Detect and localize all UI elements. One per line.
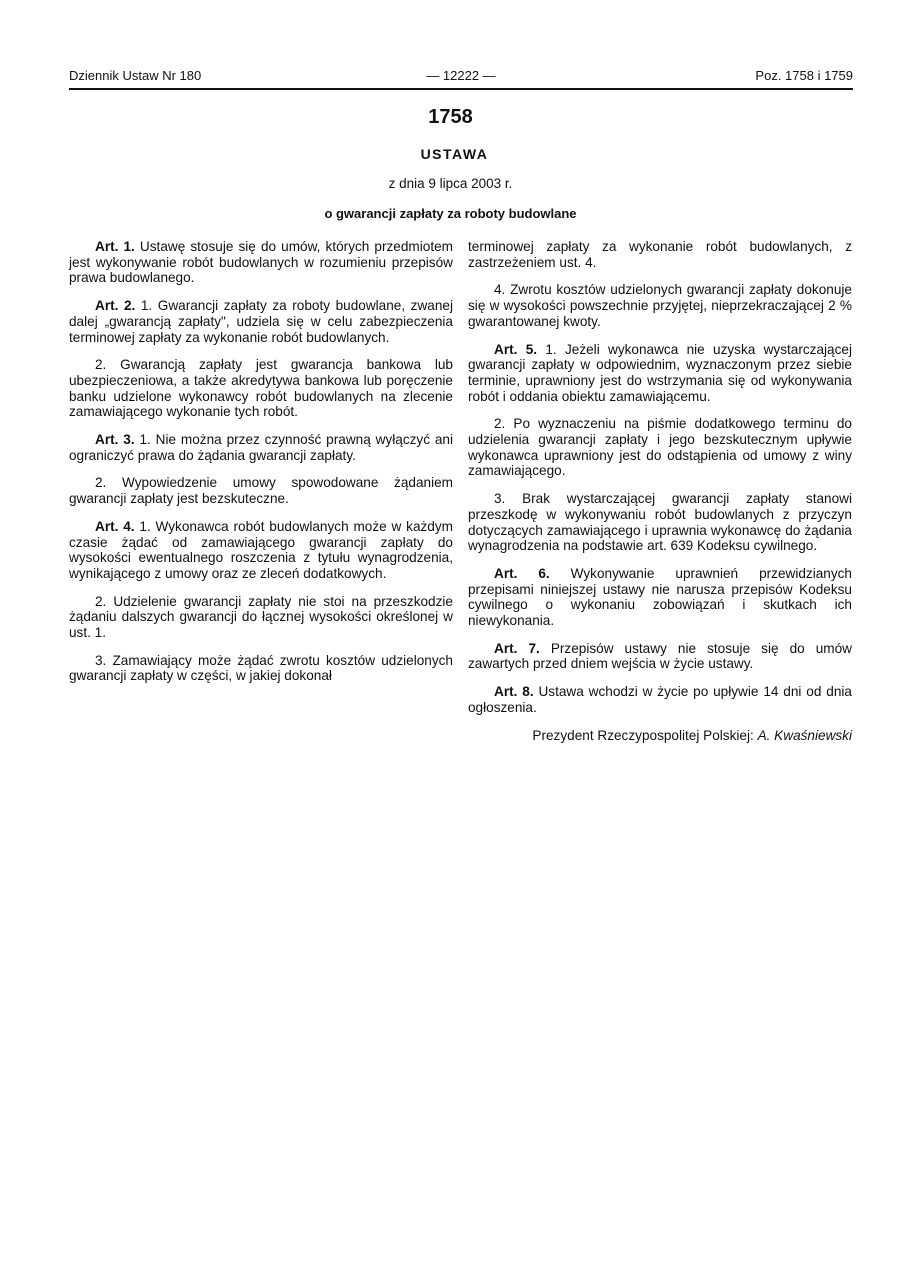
page-number: — 12222 — [426, 68, 496, 83]
article-5-paragraph-1 [468, 342, 852, 405]
signature [468, 728, 852, 744]
article-4-paragraph-2: 2. Udzielenie gwarancji zapłaty nie stoi na przeszkodzie żądaniu dalszych gwarancji do łącznej wysokości określonej w ust. 1. [69, 593, 453, 641]
article-3-paragraph-2: 2. Wypowiedzenie umowy spowodowane żądaniem gwarancji zapłaty jest bezskuteczne. [69, 475, 453, 507]
article-2-paragraph-1 [69, 298, 453, 345]
article-label: Art. 3. [95, 432, 135, 448]
article-2-paragraph-2: 2. Gwarancją zapłaty jest gwarancja bankowa lub ubezpieczeniowa, a także akredytywa bankowa lub poręczenie banku udzielone wykonawcy robót budowlanych na zlecenie zamawiającego wykonanie tych robót. [69, 357, 453, 420]
act-kind: USTAWA [420, 146, 489, 162]
article-text: 1. Wykonawca robót budowlanych może w każdym czasie żądać od zamawiającego gwarancji zapłaty do wysokości ewentualnego roszczenia z tytułu wynagrodzenia, wynikającego z umowy oraz ze zleceń dodatkowych. [69, 518, 453, 581]
article-label: Art. 6. [494, 565, 550, 581]
article-7 [468, 641, 852, 672]
page-header [69, 66, 853, 90]
article-text: 1. Nie można przez czynność prawną wyłączyć ani ograniczyć prawa do żądania gwarancji zapłaty. [69, 432, 453, 463]
article-label: Art. 4. [95, 518, 135, 534]
article-text: Ustawę stosuje się do umów, których przedmiotem jest wykonywanie robót budowlanych w rozumieniu przepisów prawa budowlanego. [69, 239, 453, 286]
article-text: Ustawa wchodzi w życie po upływie 14 dni od dnia ogłoszenia. [468, 684, 852, 715]
journal-title: Dziennik Ustaw Nr 180 [69, 68, 202, 83]
article-5-paragraph-2: 2. Po wyznaczeniu na piśmie dodatkowego terminu do udzielenia gwarancji zapłaty i jego bezskutecznym upływie wykonawca uprawniony jest do odstąpienia od umowy z winy zamawiającego. [468, 416, 852, 479]
article-text: 1. Gwarancji zapłaty za roboty budowlane, zwanej dalej „gwarancją zapłaty", udziela się w celu zabezpieczenia terminowej zapłaty za wykonanie robót budowlanych. [69, 298, 453, 345]
article-label: Art. 5. [494, 341, 538, 357]
article-6 [468, 566, 852, 629]
article-4-paragraph-3-continued: terminowej zapłaty za wykonanie robót budowlanych, z zastrzeżeniem ust. 4. [468, 239, 852, 270]
position-reference: Poz. 1758 i 1759 [755, 68, 853, 83]
article-label: Art. 1. [95, 239, 135, 254]
signature-name: A. Kwaśniewski [757, 727, 852, 743]
article-1 [69, 239, 453, 286]
article-text: Wykonywanie uprawnień przewidzianych przepisami niniejszej ustawy nie narusza przepisów Kodeksu cywilnego o wykonaniu zobowiązań i skutkach ich niewykonania. [468, 565, 852, 629]
article-label: Art. 8. [494, 684, 534, 700]
article-3-paragraph-1 [69, 432, 453, 463]
signature-label: Prezydent Rzeczypospolitej Polskiej: [532, 727, 758, 743]
act-subject: o gwarancji zapłaty za roboty budowlane [324, 206, 577, 221]
article-4-paragraph-4: 4. Zwrotu kosztów udzielonych gwarancji zapłaty dokonuje się w wysokości powszechnie przyjętej, nieprzekraczającej 2 % gwarantowanej kwoty. [468, 282, 852, 329]
article-4-paragraph-1 [69, 519, 453, 582]
left-column [69, 239, 453, 684]
article-text: Przepisów ustawy nie stosuje się do umów zawartych przed dniem wejścia w życie ustawy. [468, 640, 852, 672]
act-date: z dnia 9 lipca 2003 r. [388, 176, 513, 191]
article-5-paragraph-3: 3. Brak wystarczającej gwarancji zapłaty stanowi przeszkodę w wykonywaniu robót budowlanych z przyczyn dotyczących zamawiającego i uprawnia wykonawcę do żądania wynagrodzenia na podstawie art. 639 Kodeksu cywilnego. [468, 491, 852, 554]
article-4-paragraph-3: 3. Zamawiający może żądać zwrotu kosztów udzielonych gwarancji zapłaty w części, w jakiej dokonał [69, 652, 453, 684]
article-label: Art. 7. [494, 640, 540, 656]
right-column [468, 239, 852, 755]
article-label: Art. 2. [95, 298, 136, 314]
act-number: 1758 [428, 106, 473, 128]
article-text: 1. Jeżeli wykonawca nie uzyska wystarczającej gwarancji zapłaty w odpowiednim, wyznaczonym przez siebie terminie, uprawniony jest do wstrzymania się od wykonywania robót i oddania obiektu zamawiającemu. [468, 341, 852, 404]
article-8 [468, 684, 852, 715]
